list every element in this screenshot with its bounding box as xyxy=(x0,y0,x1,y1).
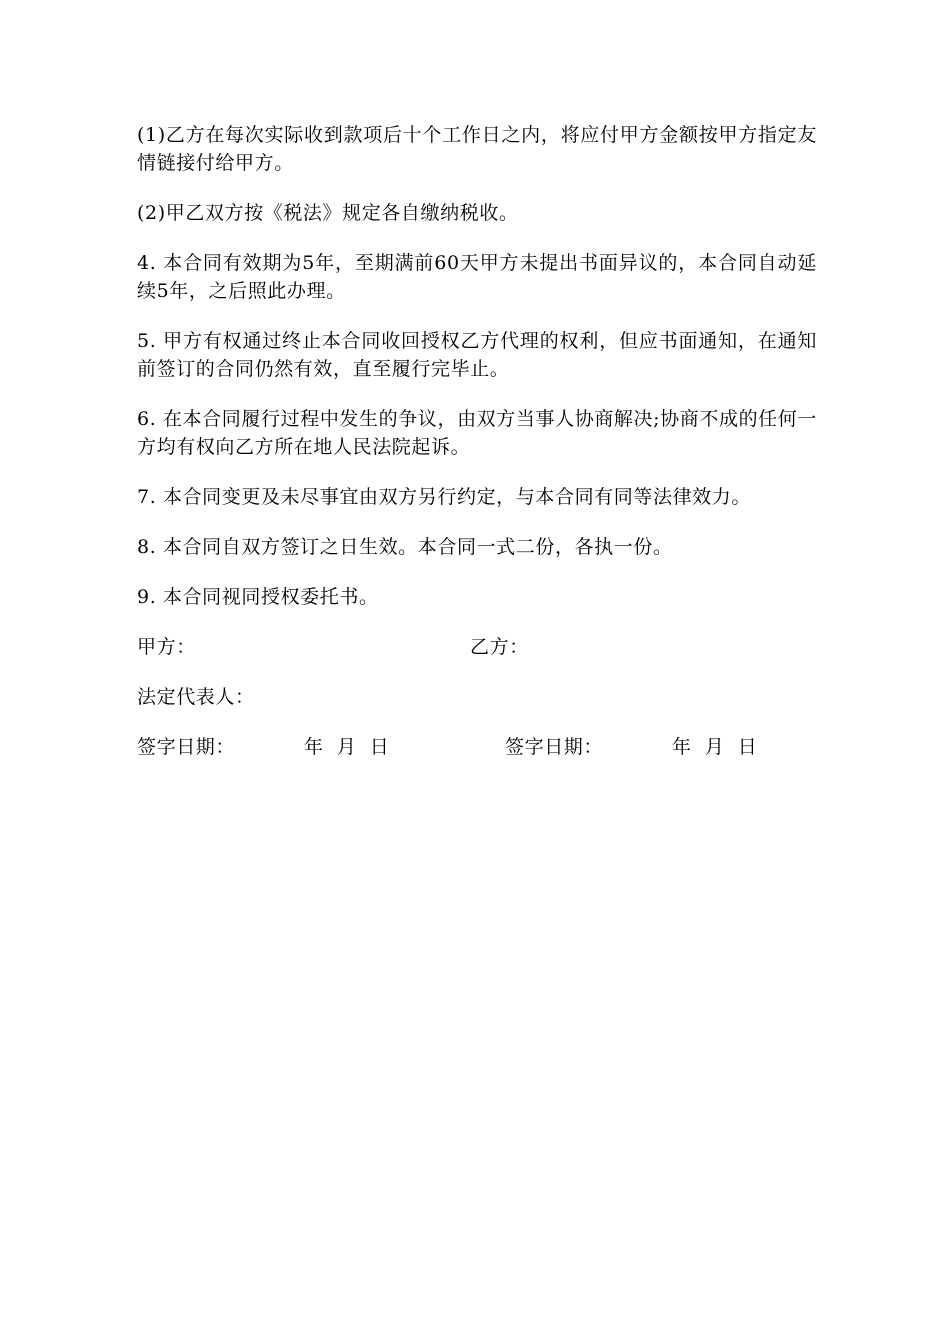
clause-4-validity: 4. 本合同有效期为5年，至期满前60天甲方未提出书面异议的，本合同自动延续5年，之后照此办理。 xyxy=(137,252,817,302)
signing-date-label-a: 签字日期： xyxy=(137,736,236,758)
clause-6-dispute: 6. 在本合同履行过程中发生的争议，由双方当事人协商解决;协商不成的任何一方均有权向乙方所在地人民法院起诉。 xyxy=(137,408,817,458)
clause-tax: (2)甲乙双方按《税法》规定各自缴纳税收。 xyxy=(137,202,519,224)
party-a-label: 甲方： xyxy=(137,636,196,658)
signing-date-label-b: 签字日期： xyxy=(505,736,604,758)
signing-date-value-a: 年 月 日 xyxy=(304,736,390,758)
clause-5-termination: 5. 甲方有权通过终止本合同收回授权乙方代理的权利，但应书面通知，在通知前签订的合同仍然有效，直至履行完毕止。 xyxy=(137,330,817,380)
party-b-label: 乙方： xyxy=(470,636,529,658)
signing-date-row xyxy=(137,733,817,761)
clause-9-authorization: 9. 本合同视同授权委托书。 xyxy=(137,586,379,608)
clause-7-amendment: 7. 本合同变更及未尽事宜由双方另行约定，与本合同有同等法律效力。 xyxy=(137,486,751,508)
contract-body xyxy=(137,121,817,783)
clause-8-effective: 8. 本合同自双方签订之日生效。本合同一式二份，各执一份。 xyxy=(137,536,673,558)
clause-payment: (1)乙方在每次实际收到款项后十个工作日之内，将应付甲方金额按甲方指定友情链接付给甲方。 xyxy=(137,124,817,174)
signing-date-value-b: 年 月 日 xyxy=(672,736,758,758)
legal-rep-row xyxy=(137,683,817,711)
party-row xyxy=(137,633,817,661)
legal-rep-label: 法定代表人： xyxy=(137,686,255,708)
